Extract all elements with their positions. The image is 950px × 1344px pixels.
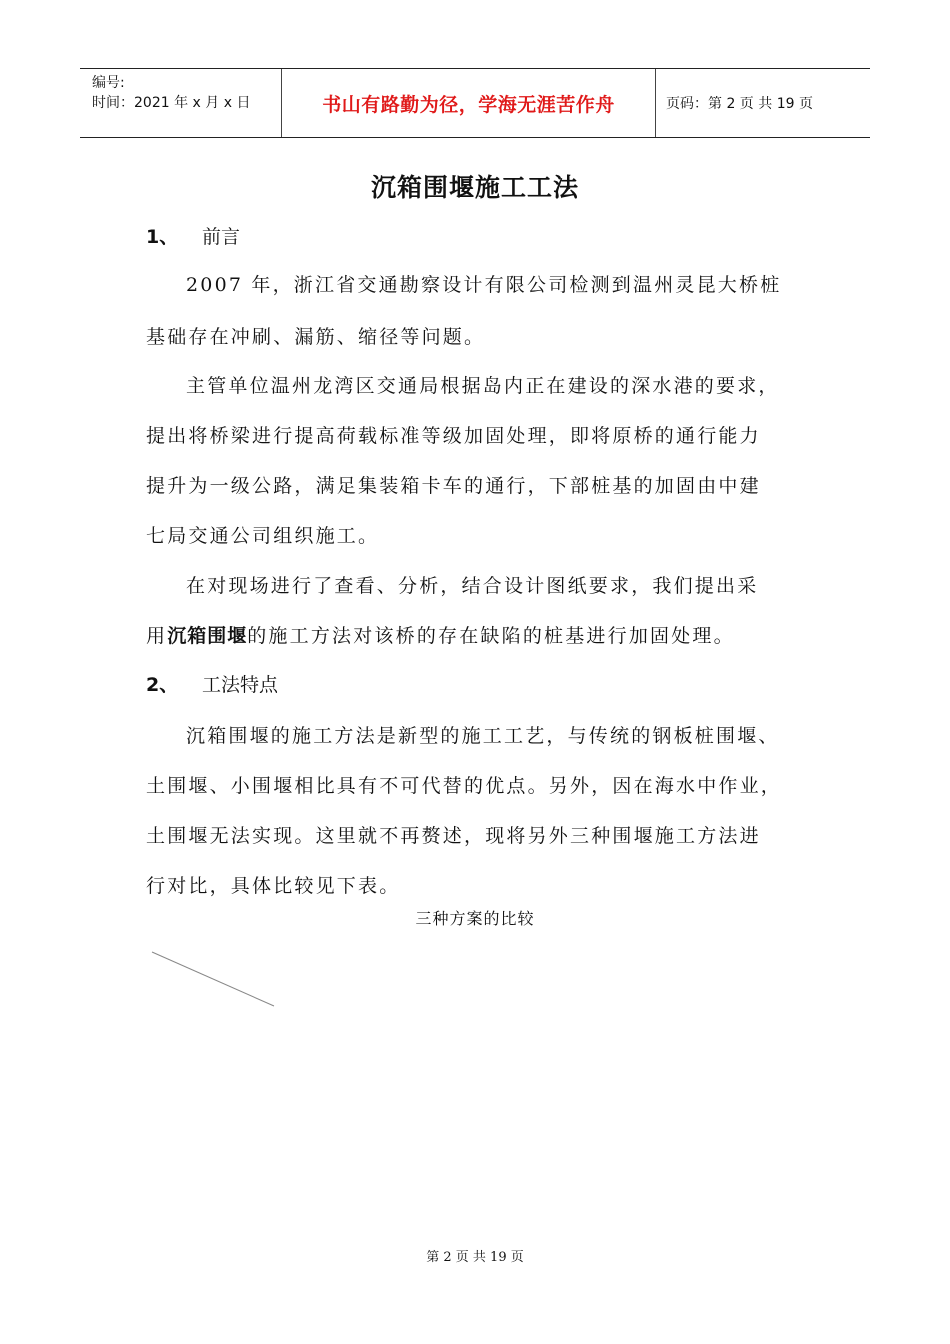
paragraph-line: 提升为一级公路，满足集装箱卡车的通行，下部桩基的加固由中建 <box>146 475 761 497</box>
page-footer: 第 2 页 共 19 页 <box>426 1250 524 1265</box>
paragraph-line: 行对比，具体比较见下表。 <box>146 875 401 897</box>
section-1-title: 前言 <box>202 226 241 248</box>
section-1-heading <box>146 222 240 249</box>
document-date: 时间：2021 年 x 月 x 日 <box>92 95 251 111</box>
header-motto-cell <box>282 69 656 137</box>
paragraph-line: 土围堰、小围堰相比具有不可代替的优点。另外，因在海水中作业， <box>146 775 783 797</box>
document-title: 沉箱围堰施工工法 <box>370 173 579 202</box>
text-run: 用 <box>146 625 168 647</box>
paragraph-line: 七局交通公司组织施工。 <box>146 525 380 547</box>
paragraph-line: 主管单位温州龙湾区交通局根据岛内正在建设的深水港的要求， <box>186 375 780 397</box>
paragraph-line: 在对现场进行了查看、分析，结合设计图纸要求，我们提出采 <box>186 575 759 597</box>
text-run: 的施工方法对该桥的存在缺陷的桩基进行加固处理。 <box>247 625 735 647</box>
header-meta <box>80 69 282 137</box>
section-2-number: 2、 <box>146 674 179 696</box>
paragraph-line <box>146 621 735 648</box>
section-2-title: 工法特点 <box>202 674 279 696</box>
section-2-heading <box>146 670 278 697</box>
motto-text: 书山有路勤为径，学海无涯苦作舟 <box>322 93 615 116</box>
header-table <box>80 68 870 138</box>
table-caption: 三种方案的比较 <box>415 909 535 928</box>
paragraph-line: 土围堰无法实现。这里就不再赘述，现将另外三种围堰施工方法进 <box>146 825 761 847</box>
section-1-number: 1、 <box>146 226 179 248</box>
header-page-info: 页码：第 2 页 共 19 页 <box>666 96 813 112</box>
paragraph-line: 基础存在冲刷、漏筋、缩径等问题。 <box>146 326 486 348</box>
paragraph-line: 沉箱围堰的施工方法是新型的施工工艺，与传统的钢板桩围堰、 <box>186 725 780 747</box>
table-diagonal-line <box>150 948 280 1012</box>
paragraph-line: 2007 年，浙江省交通勘察设计有限公司检测到温州灵昆大桥桩 <box>186 274 782 296</box>
bold-term: 沉箱围堰 <box>167 625 248 647</box>
paragraph-line: 提出将桥梁进行提高荷载标准等级加固处理，即将原桥的通行能力 <box>146 425 761 447</box>
document-number-label: 编号: <box>92 75 125 91</box>
